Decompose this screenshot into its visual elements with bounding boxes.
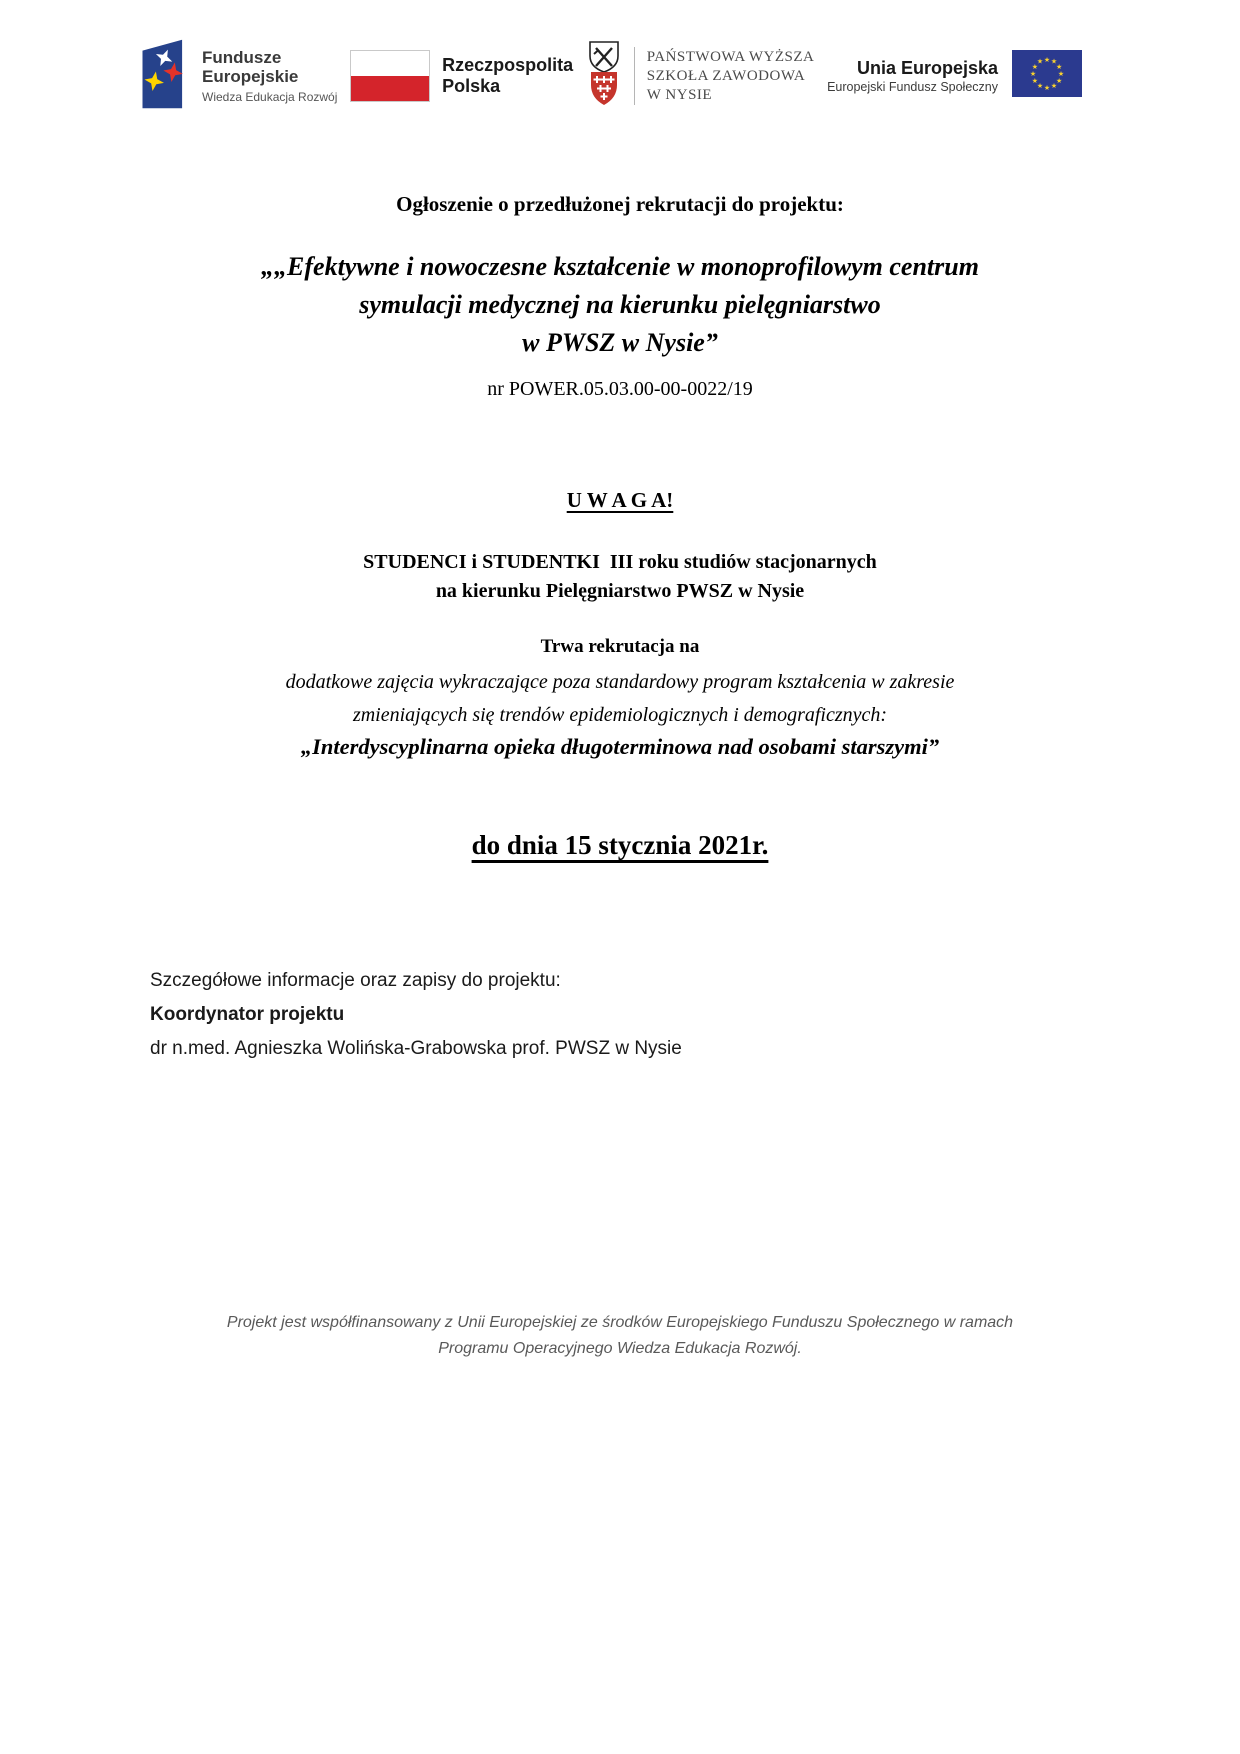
- eu-subtitle: Europejski Fundusz Społeczny: [827, 80, 998, 94]
- project-title-line2: symulacji medycznej na kierunku pielęgniarstwo: [359, 290, 881, 319]
- fe-title-line2: Europejskie: [202, 67, 299, 86]
- logo-strip: [140, 40, 1082, 112]
- footer-line2: Programu Operacyjnego Wiedza Edukacja Rozwój.: [438, 1340, 802, 1357]
- eu-logo: [827, 50, 1082, 102]
- contact-person: dr n.med. Agnieszka Wolińska-Grabowska prof. PWSZ w Nysie: [150, 1038, 682, 1059]
- project-title-line1: „„Efektywne i nowoczesne kształcenie w monoprofilowym centrum: [261, 252, 979, 281]
- contact-block: [150, 964, 682, 1066]
- polish-flag-icon: [350, 50, 430, 102]
- recruitment-intro: Trwa rekrutacja na: [540, 636, 700, 657]
- svg-text:★: ★: [1055, 62, 1063, 71]
- pwsz-title-line1: PAŃSTWOWA WYŻSZA: [646, 48, 815, 65]
- svg-text:★: ★: [1050, 57, 1058, 66]
- eu-title: Unia Europejska: [856, 58, 998, 78]
- fe-flag-icon: [140, 38, 190, 115]
- svg-text:★: ★: [1036, 57, 1044, 66]
- project-title: [0, 248, 1240, 362]
- fundusze-europejskie-logo: [140, 38, 337, 115]
- contact-role: Koordynator projektu: [150, 1004, 345, 1025]
- eu-flag-icon: [1012, 50, 1082, 102]
- svg-text:★: ★: [1043, 55, 1051, 64]
- course-description-line1: dodatkowe zajęcia wykraczające poza standardowy program kształcenia w zakresie: [285, 671, 955, 693]
- audience-line1: STUDENCI i STUDENTKI III roku studiów stacjonarnych: [363, 551, 877, 573]
- eu-logo-text: [827, 58, 998, 94]
- attention-heading: U W A G A!: [566, 488, 674, 512]
- svg-text:★: ★: [1029, 69, 1037, 78]
- project-title-line3: w PWSZ w Nysie”: [522, 328, 718, 357]
- pwsz-title-line3: W NYSIE: [646, 86, 713, 103]
- audience-line2: na kierunku Pielęgniarstwo PWSZ w Nysie: [435, 580, 805, 602]
- svg-text:★: ★: [1050, 81, 1058, 90]
- fe-title-line1: Fundusze: [202, 48, 282, 67]
- svg-text:★: ★: [1031, 62, 1039, 71]
- contact-info: Szczegółowe informacje oraz zapisy do projektu:: [150, 970, 561, 991]
- poland-logo: [350, 50, 573, 102]
- course-description: [0, 666, 1240, 732]
- course-title: „Interdyscyplinarna opieka długoterminowa nad osobami starszymi”: [300, 734, 940, 759]
- pwsz-logo: [586, 41, 815, 112]
- svg-text:★: ★: [1031, 76, 1039, 85]
- pwsz-crest-icon: [586, 41, 622, 112]
- footer-line1: Projekt jest współfinansowany z Unii Europejskiej ze środków Europejskiego Funduszu Społecznego w ramach: [226, 1314, 1014, 1331]
- course-description-line2: zmieniających się trendów epidemiologicznych i demograficznych:: [352, 704, 888, 726]
- svg-text:★: ★: [1036, 81, 1044, 90]
- svg-text:★: ★: [1055, 76, 1063, 85]
- announcement-intro: Ogłoszenie o przedłużonej rekrutacji do projektu:: [396, 192, 844, 216]
- deadline-heading: [0, 830, 1240, 861]
- fe-logo-text: [202, 48, 337, 104]
- audience-text: [0, 548, 1240, 606]
- cofinancing-footer: [0, 1310, 1240, 1362]
- svg-text:★: ★: [1043, 83, 1051, 92]
- pwsz-title-line2: SZKOŁA ZAWODOWA: [646, 67, 806, 84]
- pwsz-logo-text: [647, 48, 815, 105]
- project-number: nr POWER.05.03.00-00-0022/19: [487, 378, 753, 400]
- poland-title-line1: Rzeczpospolita: [442, 55, 574, 75]
- svg-text:★: ★: [1057, 69, 1065, 78]
- fe-subtitle: Wiedza Edukacja Rozwój: [202, 90, 338, 104]
- deadline-text: do dnia 15 stycznia 2021r.: [471, 830, 769, 860]
- poland-logo-text: [442, 55, 573, 97]
- poland-title-line2: Polska: [442, 76, 501, 96]
- pwsz-divider: [634, 47, 635, 105]
